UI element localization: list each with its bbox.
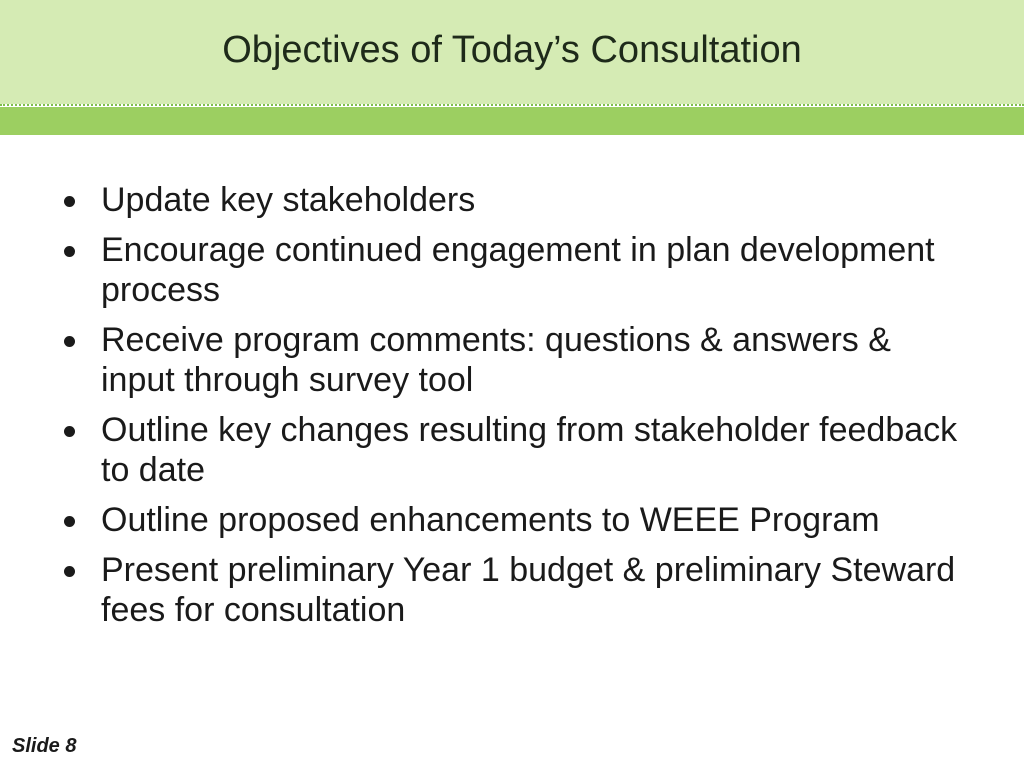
bullet-icon: [64, 336, 75, 347]
slide-title: Objectives of Today’s Consultation: [222, 29, 802, 71]
list-item: [0, 320, 1024, 400]
list-item: [0, 410, 1024, 490]
bullet-icon: [64, 516, 75, 527]
bullet-text: Present preliminary Year 1 budget & preliminary Steward fees for consultation: [101, 551, 956, 629]
bullet-icon: [64, 196, 75, 207]
accent-bar: [0, 107, 1024, 135]
list-item: [0, 230, 1024, 310]
bullet-text: Receive program comments: questions & answers & input through survey tool: [101, 321, 891, 399]
bullet-icon: [64, 426, 75, 437]
bullet-icon: [64, 566, 75, 577]
bullet-text: Outline key changes resulting from stakeholder feedback to date: [101, 411, 958, 489]
bullet-text: Outline proposed enhancements to WEEE Program: [101, 501, 880, 539]
list-item: [0, 500, 1024, 540]
objectives-list: [0, 180, 1024, 640]
accent-dotted-line: [0, 104, 1024, 106]
bullet-icon: [64, 246, 75, 257]
list-item: [0, 180, 1024, 220]
slide-number: Slide 8: [12, 735, 77, 757]
bullet-text: Encourage continued engagement in plan development process: [101, 231, 935, 309]
bullet-text: Update key stakeholders: [101, 181, 476, 219]
list-item: [0, 550, 1024, 630]
